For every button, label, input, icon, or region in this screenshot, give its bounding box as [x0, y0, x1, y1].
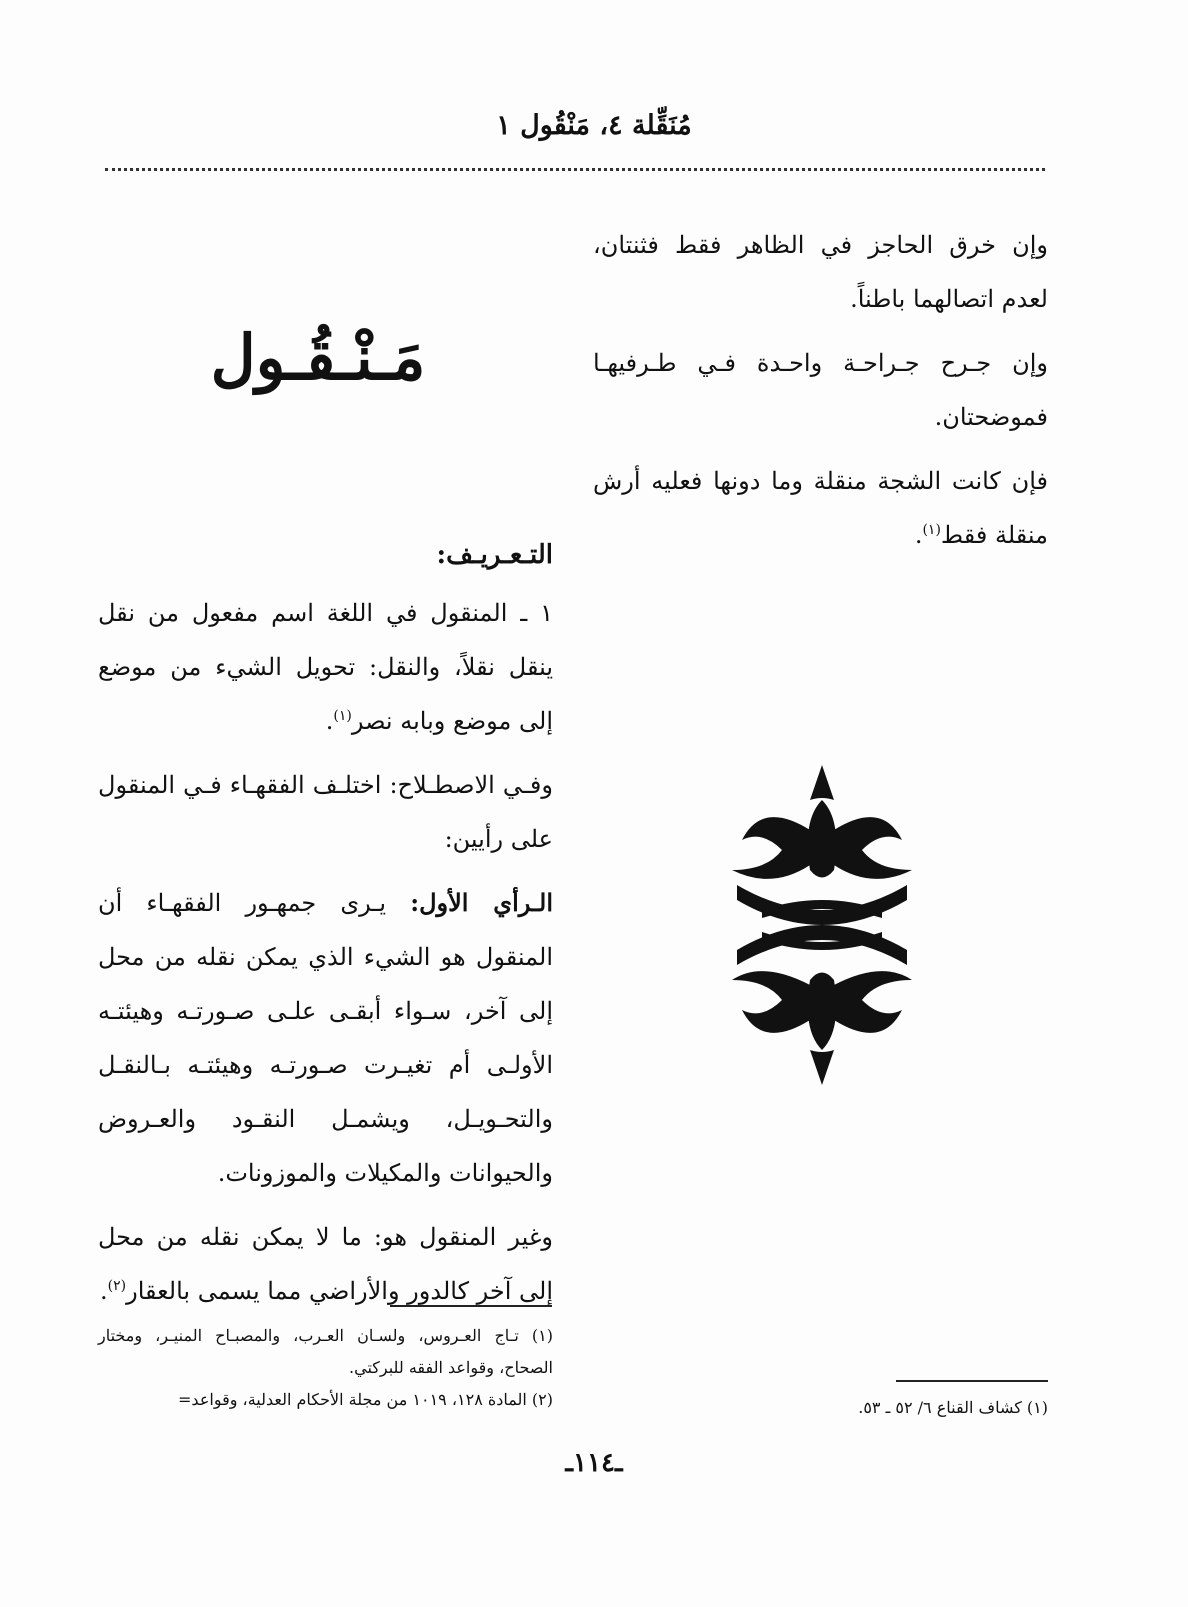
- footnote-ref: (١): [922, 522, 941, 538]
- opinion-lead: الـرأي الأول:: [410, 888, 554, 917]
- left-paragraph-4: [98, 1210, 553, 1318]
- section-heading: التـعـريـف:: [436, 540, 553, 570]
- footnote-ref: (٢): [107, 1278, 127, 1294]
- sentence-end: .: [325, 707, 334, 735]
- entry-title: مَـنْـقُـول: [210, 321, 426, 394]
- page-number: ـ١١٤ـ: [565, 1448, 623, 1478]
- footnote-1: (١) كشاف القناع ٦/ ٥٢ ـ ٥٣.: [858, 1398, 1048, 1417]
- footnote-2: (٢) المادة ١٢٨، ١٠١٩ من مجلة الأحكام العدلية، وقواعد=: [178, 1390, 553, 1409]
- footnote-1: (١) تـاج العـروس، ولسـان العـرب، والمصبـاح المنيـر، ومختار الصحاح، وقواعد الفقه للبركتي.: [98, 1326, 553, 1377]
- left-paragraph-1: [98, 586, 553, 748]
- footnote-ref: (١): [333, 708, 352, 724]
- right-column: [593, 218, 1048, 572]
- left-column: [98, 528, 553, 1328]
- footnote-separator-right: [896, 1380, 1048, 1382]
- footnotes-left: [98, 1320, 553, 1416]
- right-paragraph-1: وإن خرق الحاجز في الظاهر فقط فثنتان، لعدم اتصالهما باطناً.: [593, 231, 1048, 313]
- right-paragraph-3-text: فإن كانت الشجة منقلة وما دونها فعليه أرش منقلة فقط: [593, 467, 1048, 549]
- left-paragraph-3: [98, 876, 553, 1200]
- footnotes-right: [593, 1392, 1048, 1424]
- sentence-end: .: [100, 1277, 108, 1305]
- right-paragraph-2: وإن جـرح جـراحـة واحـدة فـي طـرفيهـا فموضحتان.: [593, 349, 1048, 431]
- left-paragraph-1-text: ١ ـ المنقول في اللغة اسم مفعول من نقل ينقل نقلاً، والنقل: تحويل الشيء من موضع إلى موضع وبابه نصر: [98, 599, 553, 735]
- footnote-separator-left: [390, 1305, 552, 1307]
- header-dotted-rule: [105, 168, 1045, 171]
- fleur-de-lis-ornament-icon: [722, 760, 922, 1090]
- right-paragraph-3: [593, 454, 1048, 562]
- left-paragraph-4-text: وغير المنقول هو: ما لا يمكن نقله من محل إلى آخر كالدور والأراضي مما يسمى بالعقار: [98, 1223, 553, 1305]
- sentence-end: .: [914, 521, 923, 549]
- left-paragraph-2: وفـي الاصطـلاح: اختلـف الفقهـاء فـي المنقول على رأيين:: [98, 771, 553, 853]
- running-header: مُنَقِّلة ٤، مَنْقُول ١: [496, 110, 692, 141]
- left-paragraph-3-text: يـرى جمهـور الفقهـاء أن المنقول هو الشيء الذي يمكن نقله من محل إلى آخر، سـواء أبقـى علـى صـورتـه وهيئتـه الأولـى أم تغيـرت صـورتـه وهيئتـه بـالنقـل والتحـويـل، ويشمـل النقـود والعـروض والحيوانات والمكيلات والموزونات.: [98, 889, 553, 1187]
